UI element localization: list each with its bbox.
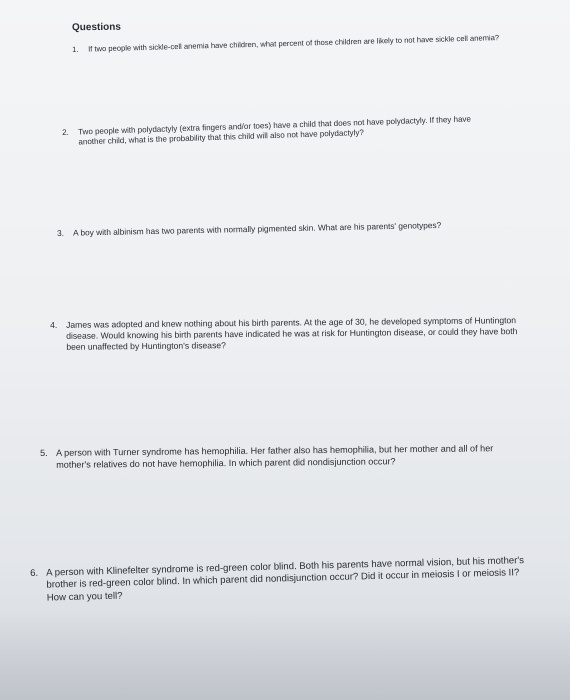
question-number: 3. (57, 227, 65, 238)
page-title: Questions (71, 21, 121, 34)
question-text: James was adopted and knew nothing about his birth parents. At the age of 30, he developed symptoms of Huntington disease. Would knowing his birth parents have indicated he was at risk for Huntington disease, or could they have both been unaffected by Huntington's disease? (65, 315, 518, 353)
question-number: 4. (50, 319, 58, 330)
question-number: 6. (30, 567, 39, 579)
question-number: 5. (40, 447, 48, 458)
question-text: If two people with sickle-cell anemia have children, what percent of those children are likely to not have sickle cell anemia? (87, 33, 500, 54)
question-text: A person with Klinefelter syndrome is red-green color blind. Both his parents have normal vision, but his mother's brother is red-green color blind. In which parent did nondisjunction occur? Did it occur in meiosis I or meiosis II? How can you tell? (45, 555, 525, 604)
question-6 (30, 555, 541, 606)
question-5 (40, 443, 510, 472)
question-3 (57, 219, 502, 239)
question-text: A person with Turner syndrome has hemophilia. Her father also has hemophilia, but her mother and all of her mother's relatives do not have hemophilia. In which parent did nondisjunction occur? (55, 443, 494, 470)
question-text: Two people with polydactyly (extra fingers and/or toes) have a child that does not have polydactyly. If they have another child, what is the probability that this child will also not have polydactyly? (77, 114, 472, 147)
question-text: A boy with albinism has two parents with normally pigmented skin. What are his parents' genotypes? (72, 219, 442, 238)
question-2 (62, 114, 487, 149)
question-number: 1. (72, 44, 79, 54)
question-4 (50, 315, 520, 353)
question-1 (72, 33, 512, 55)
page-shadow (0, 610, 570, 700)
question-number: 2. (62, 127, 69, 137)
